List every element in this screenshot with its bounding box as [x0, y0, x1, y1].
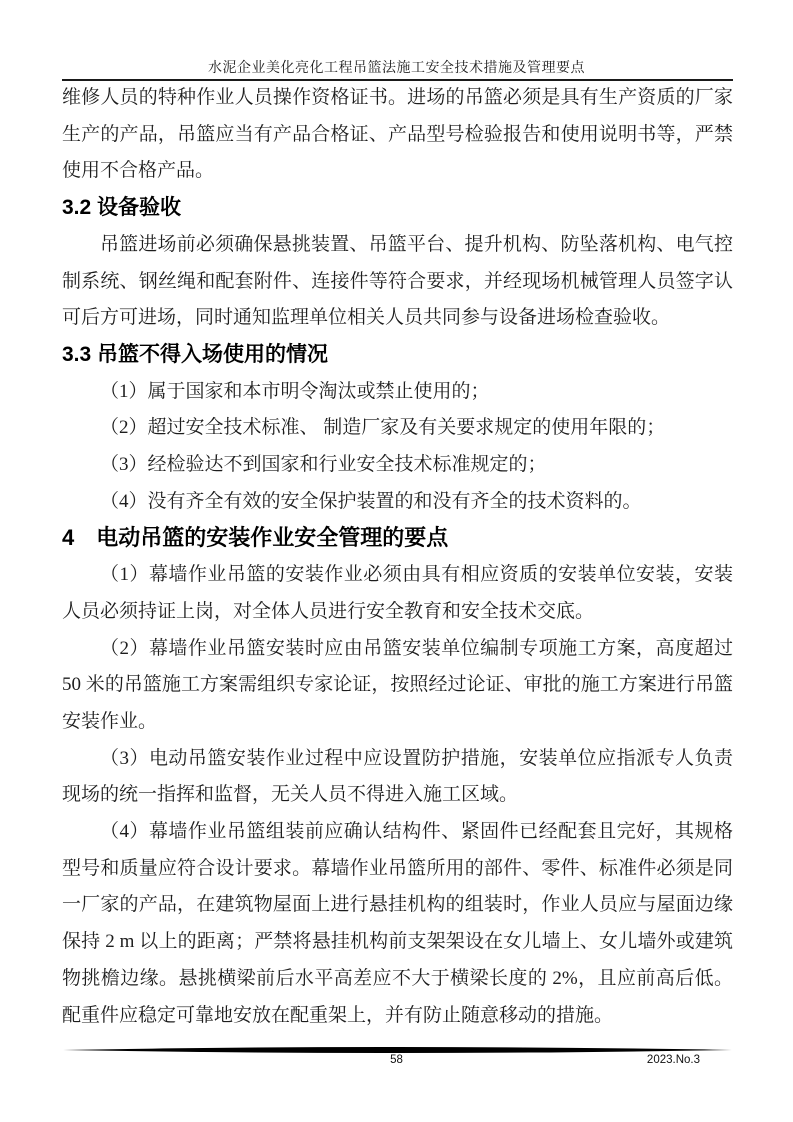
- list-item-1: （1）属于国家和本市明令淘汰或禁止使用的；: [100, 380, 490, 402]
- document-body: [62, 80, 733, 1034]
- page-number: 58: [390, 1054, 403, 1066]
- install-item-3: （3）电动吊篮安装作业过程中应设置防护措施，安装单位应指派专人负责现场的统一指挥和监督，无关人员不得进入施工区域。: [62, 747, 733, 806]
- page-header-title: 水泥企业美化亮化工程吊篮法施工安全技术措施及管理要点: [208, 61, 585, 76]
- section-heading-3-2: 3.2 设备验收: [62, 196, 182, 220]
- list-item-3: （3）经检验达不到国家和行业安全技术标准规定的；: [100, 454, 547, 476]
- page-footer: [0, 1054, 793, 1070]
- paragraph-continuation: 维修人员的特种作业人员操作资格证书。进场的吊篮必须是具有生产资质的厂家生产的产品，吊篮应当有产品合格证、产品型号检验报告和使用说明书等，严禁使用不合格产品。: [62, 87, 733, 182]
- section-heading-3-3: 3.3 吊篮不得入场使用的情况: [62, 342, 329, 366]
- chapter-heading-4: 4 电动吊篮的安装作业安全管理的要点: [62, 525, 449, 551]
- list-item-2: （2）超过安全技术标准、 制造厂家及有关要求规定的使用年限的；: [100, 417, 666, 439]
- install-item-2: （2）幕墙作业吊篮安装时应由吊篮安装单位编制专项施工方案，高度超过 50 米的吊篮施工方案需组织专家论证，按照经过论证、审批的施工方案进行吊篮安装作业。: [62, 637, 733, 732]
- paragraph-equipment-acceptance: 吊篮进场前必须确保悬挑装置、吊篮平台、提升机构、防坠落机构、电气控制系统、钢丝绳和配套附件、连接件等符合要求，并经现场机械管理人员签字认可后方可进场，同时通知监理单位相关人员共同参与设备进场检查验收。: [62, 233, 733, 329]
- list-item-4: （4）没有齐全有效的安全保护装置的和没有齐全的技术资料的。: [100, 490, 642, 512]
- install-item-1: （1）幕墙作业吊篮的安装作业必须由具有相应资质的安装单位安装，安装人员必须持证上岗，对全体人员进行安全教育和安全技术交底。: [62, 564, 733, 622]
- footer-rule: [62, 1046, 733, 1054]
- install-item-4: （4）幕墙作业吊篮组装前应确认结构件、紧固件已经配套且完好，其规格型号和质量应符合设计要求。幕墙作业吊篮所用的部件、零件、标准件必须是同一厂家的产品，在建筑物屋面上进行悬挂机构的组装时，作业人员应与屋面边缘保持 2 m 以上的距离；严禁将悬挂机构前支架架设在女儿墙上、女儿墙外或建筑物挑檐边缘。悬挑横梁前后水平高差应不大于横梁长度的 2%，且应前高后低。配重件应稳定可靠地安放在配重架上，并有防止随意移动的措施。: [62, 821, 733, 1026]
- issue-number: 2023.No.3: [646, 1054, 700, 1066]
